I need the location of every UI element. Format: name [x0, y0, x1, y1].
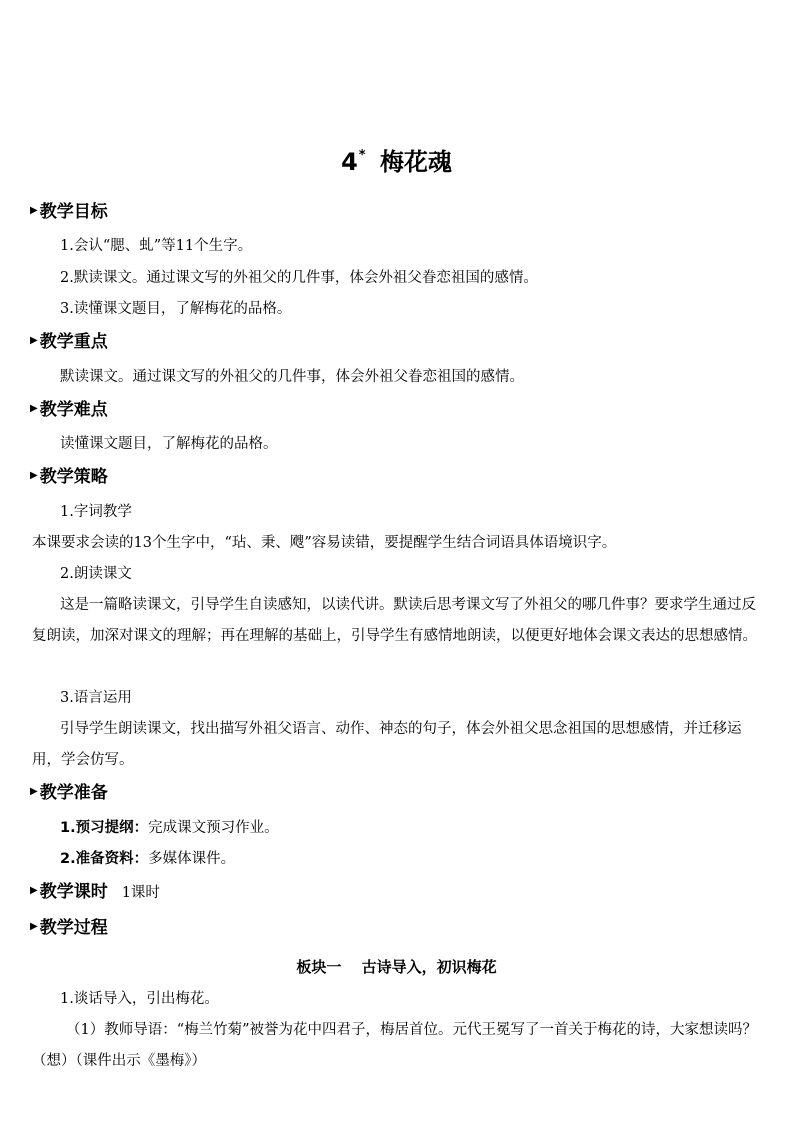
preparation-item-2-text: 多媒体课件。	[148, 851, 236, 867]
heading-process	[30, 917, 108, 939]
heading-preparation	[30, 782, 108, 804]
title-text: 梅花魂	[379, 148, 452, 176]
heading-strategy	[30, 466, 108, 488]
strategy-item-2-text: 这是一篇略读课文，引导学生自读感知，以读代讲。默读后思考课文写了外祖父的哪几件事？要求学生通过反复朗读，加深对课文的理解；再在理解的基础上，引导学生有感情地朗读，以便更好地体会课文表达的思想感情。	[32, 597, 757, 644]
page-title	[0, 146, 793, 178]
preparation-item-1-label: 1.预习提纲：	[60, 820, 149, 836]
strategy-item-3-title: 3.语言运用	[60, 690, 132, 706]
process-step-1-text: （1）教师导语：“梅兰竹菊”被誉为花中四君子，梅居首位。元代王冕写了一首关于梅花的诗，大家想读吗？（想）（课件出示《墨梅》）	[32, 1022, 758, 1069]
goal-item-1: 1.会认“腮、虬”等11个生字。	[60, 238, 253, 254]
triangle-marker-icon: ▶	[30, 205, 38, 216]
goal-item-2: 2.默读课文。通过课文写的外祖父的几件事，体会外祖父眷恋祖国的感情。	[60, 270, 538, 286]
triangle-marker-icon: ▶	[30, 470, 38, 481]
block-title: 板块一 古诗导入，初识梅花	[296, 958, 497, 976]
strategy-item-2-title: 2.朗读课文	[60, 566, 132, 582]
heading-difficulties-text: 教学难点	[39, 400, 108, 420]
process-step-1: 1.谈话导入，引出梅花。	[60, 991, 219, 1007]
preparation-item-1	[60, 818, 763, 838]
heading-key-points-text: 教学重点	[39, 332, 108, 352]
hours-value: 1课时	[121, 885, 160, 901]
triangle-marker-icon: ▶	[30, 921, 38, 932]
heading-preparation-text: 教学准备	[39, 783, 108, 803]
strategy-item-1-title: 1.字词教学	[60, 504, 132, 520]
heading-goals	[30, 201, 108, 223]
heading-hours	[30, 881, 160, 904]
strategy-item-3-text: 引导学生朗读课文，找出描写外祖父语言、动作、神态的句子，体会外祖父思念祖国的思想感情，并迁移运用，学会仿写。	[32, 721, 742, 768]
preparation-item-2	[60, 849, 763, 869]
triangle-marker-icon: ▶	[30, 403, 38, 414]
triangle-marker-icon: ▶	[30, 786, 38, 797]
title-number: 4	[341, 148, 358, 176]
heading-key-points	[30, 331, 108, 353]
triangle-marker-icon: ▶	[30, 885, 38, 896]
strategy-item-1-text: 本课要求会读的13个生字中，“玷、秉、飕”容易读错，要提醒学生结合词语具体语境识字。	[32, 535, 617, 551]
triangle-marker-icon: ▶	[30, 335, 38, 346]
heading-strategy-text: 教学策略	[39, 467, 108, 487]
key-points-text: 默读课文。通过课文写的外祖父的几件事，体会外祖父眷恋祖国的感情。	[60, 369, 524, 385]
heading-goals-text: 教学目标	[39, 202, 108, 222]
title-mark: *	[358, 148, 366, 163]
heading-difficulties	[30, 399, 108, 421]
preparation-item-1-text: 完成课文预习作业。	[148, 820, 279, 836]
heading-process-text: 教学过程	[39, 918, 108, 938]
preparation-item-2-label: 2.准备资料：	[60, 851, 149, 867]
heading-hours-text: 教学课时	[39, 882, 108, 902]
goal-item-3: 3.读懂课文题目，了解梅花的品格。	[60, 301, 292, 317]
difficulties-text: 读懂课文题目，了解梅花的品格。	[60, 436, 278, 452]
